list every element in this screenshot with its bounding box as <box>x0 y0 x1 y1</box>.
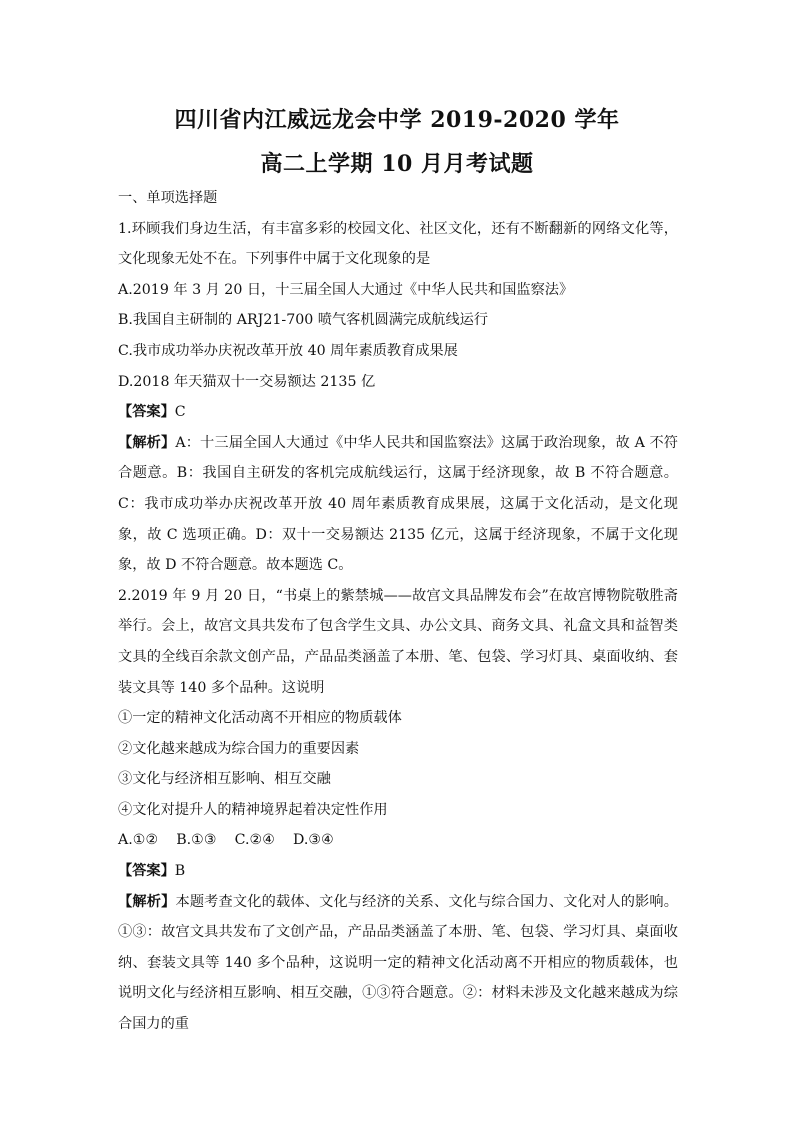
question-1-option-c: C.我市成功举办庆祝改革开放 40 周年素质教育成果展 <box>118 342 458 359</box>
document-title-line1: 四川省内江威远龙会中学 2019-2020 学年 <box>174 107 620 133</box>
question-2-statement-1: ①一定的精神文化活动离不开相应的物质载体 <box>118 710 402 727</box>
question-2-answer <box>118 856 678 887</box>
answer-tag: 【答案】 <box>118 863 175 880</box>
answer-value: B <box>174 863 186 880</box>
question-2-statement-4: ④文化对提升人的精神境界起着决定性作用 <box>118 801 388 818</box>
question-2-statement-2: ②文化越来越成为综合国力的重要因素 <box>118 740 360 757</box>
question-1-answer <box>118 397 678 428</box>
question-1-option-b: B.我国自主研制的 ARJ21-700 喷气客机圆满完成航线运行 <box>118 312 489 329</box>
answer-value: C <box>174 404 186 421</box>
question-1-stem: 1.环顾我们身边生活，有丰富多彩的校园文化、社区文化，还有不断翻新的网络文化等，文化现象无处不在。下列事件中属于文化现象的是 <box>118 220 678 268</box>
document-body <box>118 183 678 1040</box>
answer-tag: 【答案】 <box>118 404 175 421</box>
question-2-analysis <box>118 887 678 1040</box>
section-heading: 一、单项选择题 <box>118 190 218 206</box>
analysis-tag: 【解析】 <box>118 434 176 451</box>
question-1-option-a: A.2019 年 3 月 20 日，十三届全国人大通过《中华人民共和国监察法》 <box>118 281 574 298</box>
analysis-text: 本题考查文化的载体、文化与经济的关系、文化与综合国力、文化对人的影响。①③：故宫文具共发布了文创产品，产品品类涵盖了本册、笔、包袋、学习灯具、桌面收纳、套装文具等 140 多个品种，这说明一定的精神文化活动离不开相应的物质载体，也说明文化与经济相互影响、相互交融，①③符合题意。②：材料未涉及文化越来越成为综合国力的重 <box>118 893 678 1033</box>
question-1-option-d: D.2018 年天猫双十一交易额达 2135 亿 <box>118 373 376 390</box>
analysis-text: A：十三届全国人大通过《中华人民共和国监察法》这属于政治现象，故 A 不符合题意。B：我国自主研发的客机完成航线运行，这属于经济现象，故 B 不符合题意。C：我市成功举办庆祝改革开放 40 周年素质教育成果展，这属于文化活动，是文化现象，故 C 选项正确。D：双十一交易额达 2135 亿元，这属于经济现象，不属于文化现象，故 D 不符合题意。故本题选 C。 <box>118 434 678 574</box>
question-2-statement-3: ③文化与经济相互影响、相互交融 <box>118 771 331 788</box>
question-2-stem: 2.2019 年 9 月 20 日，“书桌上的紫禁城——故宫文具品牌发布会”在故宫博物院敬胜斋举行。会上，故宫文具共发布了包含学生文具、办公文具、商务文具、礼盒文具和益智类文具的全线百余款文创产品，产品品类涵盖了本册、笔、包袋、学习灯具、桌面收纳、套装文具等 140 多个品种。这说明 <box>118 587 678 696</box>
document-title-line2: 高二上学期 10 月月考试题 <box>260 151 534 177</box>
question-1-analysis <box>118 428 678 581</box>
analysis-tag: 【解析】 <box>118 893 176 910</box>
question-2-options: A.①② B.①③ C.②④ D.③④ <box>118 832 334 849</box>
